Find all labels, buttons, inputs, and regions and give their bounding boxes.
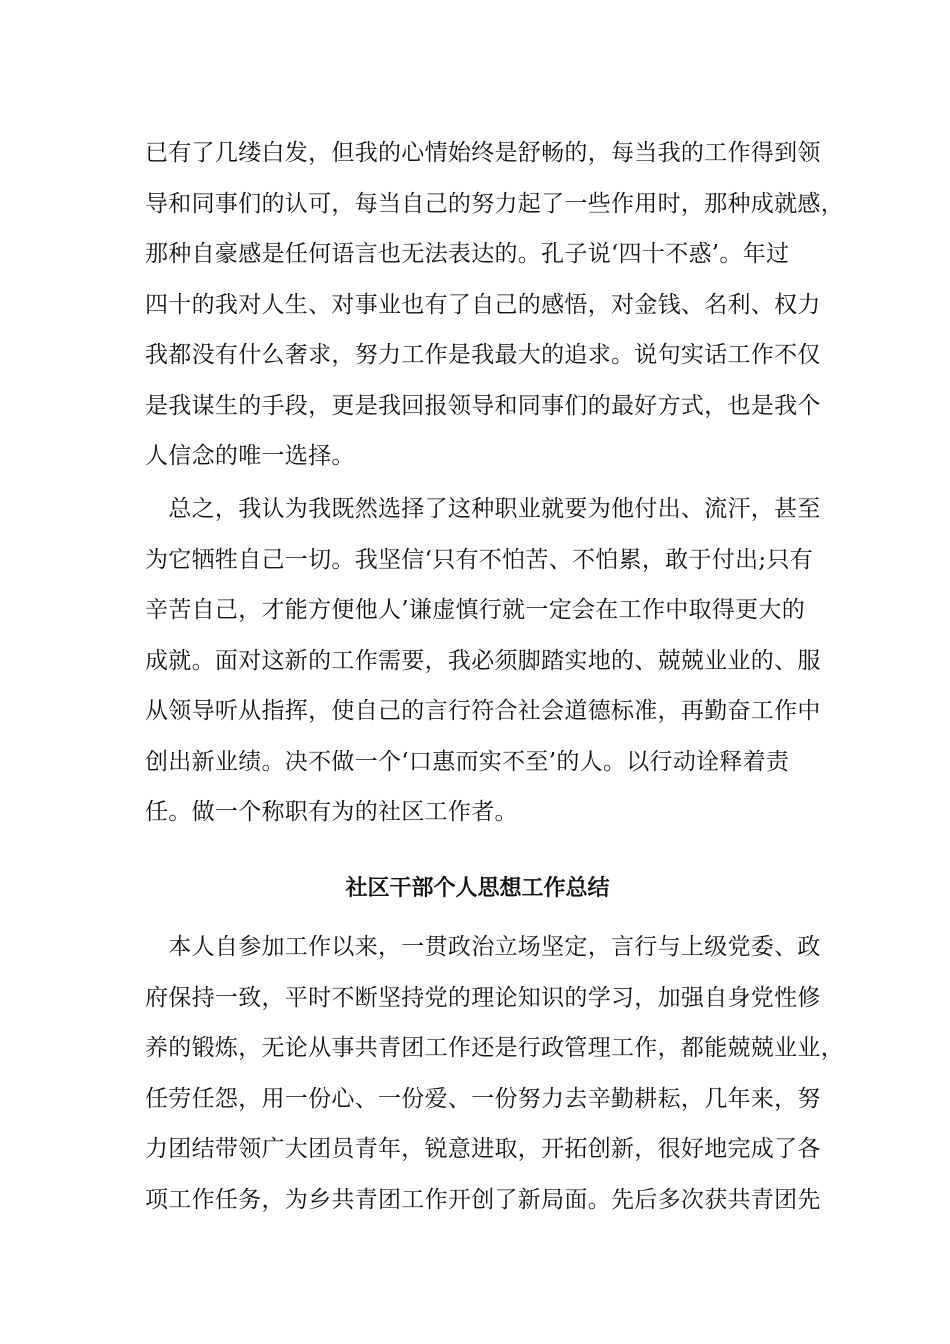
- text-line: 人信念的唯一选择。: [145, 443, 355, 469]
- text-line: 已有了几缕白发，但我的心情始终是舒畅的，每当我的工作得到领: [145, 140, 821, 166]
- text-line: 辛苦自己，才能方便他人’谦虚慎行就一定会在工作中取得更大的: [145, 597, 806, 623]
- section-heading: 社区干部个人思想工作总结: [345, 875, 610, 901]
- text-line: 府保持一致，平时不断坚持党的理论知识的学习，加强自身党性修: [145, 984, 821, 1011]
- text-line: 任劳任怨，用一份心、一份爱、一份努力去辛勤耕耘，几年来，努: [145, 1085, 821, 1112]
- text-line: 为它牺牲自己一切。我坚信‘只有不怕苦、不怕累，敢于付出;只有: [145, 546, 814, 573]
- text-line: 成就。面对这新的工作需要，我必须脚踏实地的、兢兢业业的、服: [145, 647, 821, 674]
- text-line: 任。做一个称职有为的社区工作者。: [145, 799, 518, 825]
- text-line: 从领导听从指挥，使自己的言行符合社会道德标准，再勤奋工作中: [145, 698, 821, 724]
- paragraph-3: [145, 922, 844, 1225]
- text-line: 力团结带领广大团员青年，锐意进取，开拓创新，很好地完成了各: [145, 1136, 821, 1162]
- text-line: 养的锻炼，无论从事共青团工作还是行政管理工作，都能兢兢业业，: [145, 1035, 844, 1061]
- text-line: 导和同事们的认可，每当自己的努力起了一些作用时，那种成就感，: [145, 190, 844, 217]
- text-line: 那种自豪感是任何语言也无法表达的。孔子说‘四十不惑’。年过: [145, 241, 790, 267]
- text-line: 总之，我认为我既然选择了这种职业就要为他付出、流汗，甚至: [145, 496, 821, 522]
- text-line: 项工作任务，为乡共青团工作开创了新局面。先后多次获共青团先: [145, 1186, 821, 1213]
- text-line: 本人自参加工作以来，一贯政治立场坚定，言行与上级党委、政: [145, 934, 821, 960]
- text-line: 是我谋生的手段，更是我回报领导和同事们的最好方式，也是我个: [145, 392, 821, 419]
- text-line: 四十的我对人生、对事业也有了自己的感悟，对金钱、名利、权力: [145, 291, 821, 318]
- paragraph-2: [145, 484, 821, 838]
- text-line: 我都没有什么奢求，努力工作是我最大的追求。说句实话工作不仅: [145, 342, 821, 368]
- text-line: 创出新业绩。决不做一个‘口惠而实不至’的人。以行动诠释着责: [145, 748, 790, 775]
- paragraph-1: [145, 128, 844, 482]
